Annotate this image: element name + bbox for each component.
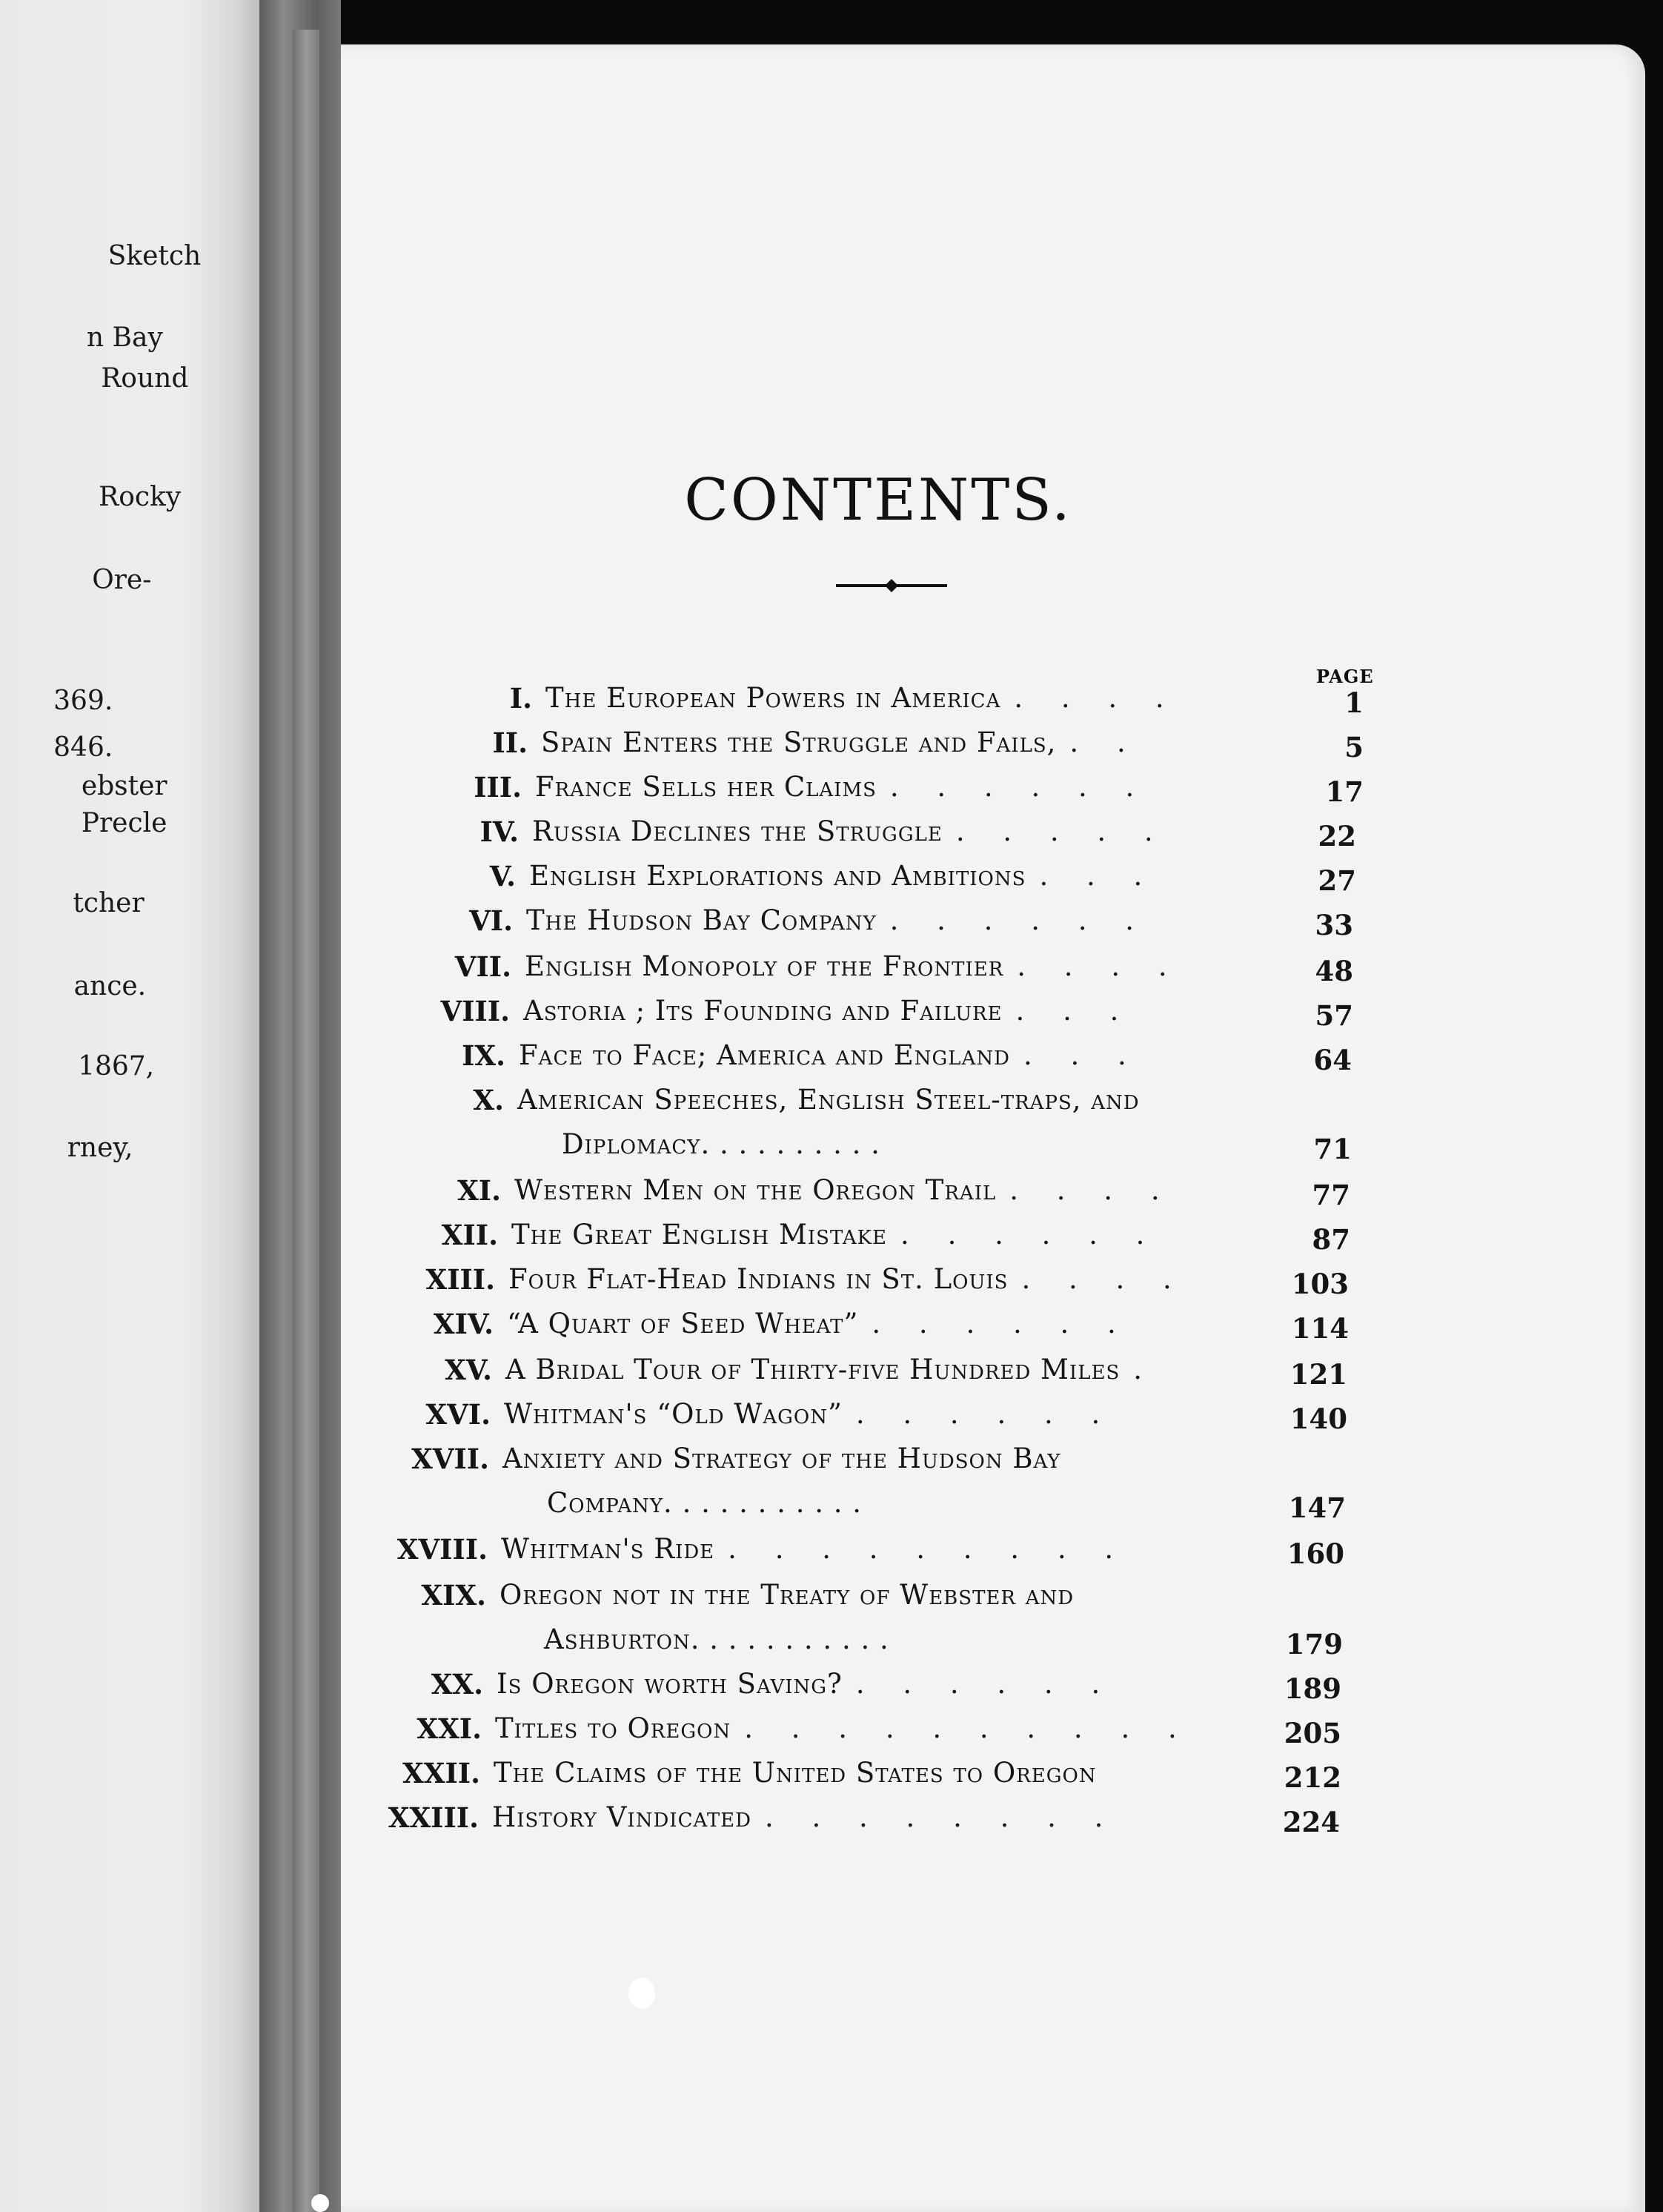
leader-dots: . . . . . . xyxy=(889,771,1149,803)
chapter-title-continuation xyxy=(544,1623,889,1655)
chapter-title: The Great English Mistake xyxy=(511,1219,888,1251)
toc-entry xyxy=(396,1533,1129,1566)
page-number: 71 xyxy=(1313,1133,1352,1165)
left-page-fragment: 1867, xyxy=(78,1051,155,1082)
left-page-fragment: Precle xyxy=(81,808,167,838)
chapter-title: Anxiety and Strategy of the Hudson Bay xyxy=(502,1443,1061,1474)
page-number: 224 xyxy=(1282,1806,1340,1838)
chapter-number: IV. xyxy=(479,815,519,848)
leader-dots: . . . . . . . . . . xyxy=(744,1712,1192,1744)
toc-entry xyxy=(421,1579,1075,1612)
left-page-fragment: tcher xyxy=(73,888,145,918)
chapter-number: IX. xyxy=(462,1039,505,1072)
previous-page xyxy=(0,0,259,2212)
chapter-title: English Monopoly of the Frontier xyxy=(525,950,1004,982)
page-number: 17 xyxy=(1325,775,1364,808)
toc-entry xyxy=(492,726,1141,759)
chapter-title: Is Oregon worth Saving? xyxy=(497,1668,843,1700)
binding-edge xyxy=(293,30,319,2212)
leader-dots: . . . . . . xyxy=(889,904,1149,936)
leader-dots: . . . . . . xyxy=(900,1219,1160,1251)
toc-entry xyxy=(473,1084,1140,1116)
left-page-fragment: 369. xyxy=(53,686,113,716)
contents-page xyxy=(341,44,1645,2212)
left-page-fragment: Ore- xyxy=(92,565,152,595)
chapter-title: Whitman's Ride xyxy=(501,1533,715,1565)
page-number: 160 xyxy=(1287,1537,1344,1570)
toc-entry xyxy=(445,1354,1158,1386)
continuation-text: Diplomacy xyxy=(562,1128,701,1160)
page-number: 87 xyxy=(1312,1223,1350,1256)
left-page-fragment: ebster xyxy=(81,771,167,801)
chapter-number: XVII. xyxy=(411,1443,489,1475)
chapter-number: VI. xyxy=(469,904,513,937)
toc-entry xyxy=(441,1219,1160,1251)
toc-entry xyxy=(462,1039,1141,1072)
chapter-number: I. xyxy=(509,682,532,715)
page-number: 5 xyxy=(1344,731,1364,764)
page-number: 205 xyxy=(1284,1717,1341,1749)
chapter-title: The Hudson Bay Company xyxy=(526,904,877,936)
chapter-number: XVI. xyxy=(425,1398,491,1431)
leader-dots: . . . . . . xyxy=(855,1668,1115,1700)
chapter-number: X. xyxy=(473,1084,504,1116)
toc-entry xyxy=(509,682,1179,715)
chapter-number: XXII. xyxy=(402,1757,480,1789)
chapter-title: “A Quart of Seed Wheat” xyxy=(507,1308,859,1340)
page-title: CONTENTS. xyxy=(684,467,1072,534)
leader-dots: . . . . . . . . xyxy=(764,1801,1118,1833)
chapter-title: Western Men on the Oregon Trail xyxy=(514,1174,997,1206)
chapter-title: The European Powers in America xyxy=(545,682,1001,714)
toc-entry xyxy=(454,950,1182,983)
page-number: 179 xyxy=(1285,1628,1343,1660)
chapter-title: A Bridal Tour of Thirty-five Hundred Miles xyxy=(505,1354,1121,1385)
chapter-number: II. xyxy=(492,726,528,759)
continuation-text: Ashburton xyxy=(544,1623,691,1655)
chapter-number: XIV. xyxy=(433,1308,494,1340)
scan-speck xyxy=(311,2194,329,2212)
page-number: 77 xyxy=(1312,1179,1350,1211)
chapter-number: VII. xyxy=(454,950,511,983)
chapter-title: The Claims of the United States to Oregon xyxy=(494,1757,1097,1789)
page-number: 212 xyxy=(1284,1761,1341,1794)
toc-entry xyxy=(416,1712,1192,1745)
leader-dots: . . . . xyxy=(1021,1263,1186,1295)
toc-entry xyxy=(433,1308,1131,1340)
leader-dots: . xyxy=(1133,1354,1158,1385)
page-column-header: PAGE xyxy=(1316,666,1374,687)
toc-entry xyxy=(440,995,1134,1027)
toc-entry xyxy=(474,771,1149,804)
leader-dots: . . . . . . . . . . . xyxy=(663,1487,863,1519)
page-number: 48 xyxy=(1315,955,1353,987)
leader-dots: . . . . . . . . . xyxy=(728,1533,1129,1565)
chapter-number: XI. xyxy=(457,1174,501,1207)
page-number: 189 xyxy=(1284,1672,1341,1705)
leader-dots: . . . . . . . . . . xyxy=(700,1128,880,1160)
chapter-number: XIII. xyxy=(425,1263,495,1296)
chapter-number: XXI. xyxy=(416,1712,482,1745)
chapter-title: Spain Enters the Struggle and Fails, xyxy=(541,726,1057,758)
page-number: 1 xyxy=(1344,686,1364,719)
page-number: 33 xyxy=(1315,909,1353,941)
toc-entry xyxy=(479,815,1168,848)
left-page-fragment: 846. xyxy=(53,732,113,763)
left-page-fragment: n Bay xyxy=(86,322,163,353)
page-number: 140 xyxy=(1289,1403,1347,1435)
chapter-title: History Vindicated xyxy=(492,1801,751,1833)
chapter-number: XX. xyxy=(431,1668,483,1701)
chapter-title-continuation xyxy=(547,1487,862,1519)
leader-dots: . . . . . xyxy=(955,815,1168,847)
chapter-title: Astoria ; Its Founding and Failure xyxy=(523,995,1003,1027)
chapter-number: XII. xyxy=(441,1219,498,1251)
chapter-number: XIX. xyxy=(421,1579,486,1612)
leader-dots: . . . . xyxy=(1017,950,1182,982)
scan-speck xyxy=(628,1978,655,2009)
chapter-number: XV. xyxy=(445,1354,492,1386)
chapter-number: XVIII. xyxy=(396,1533,488,1566)
page-number: 121 xyxy=(1289,1358,1347,1391)
leader-dots: . . . . xyxy=(1014,682,1179,714)
leader-dots: . . . . . . . . . . . xyxy=(690,1623,889,1655)
chapter-title: Russia Declines the Struggle xyxy=(532,815,943,847)
page-number: 103 xyxy=(1291,1268,1349,1300)
toc-entry xyxy=(425,1263,1186,1296)
toc-entry xyxy=(411,1443,1061,1475)
page-number: 114 xyxy=(1291,1312,1349,1345)
page-number: 22 xyxy=(1318,820,1356,852)
leader-dots: . . . xyxy=(1015,995,1134,1027)
chapter-number: VIII. xyxy=(440,995,510,1027)
chapter-title-continuation xyxy=(562,1128,880,1160)
leader-dots: . . . xyxy=(1039,860,1158,892)
toc-entry xyxy=(431,1668,1115,1701)
leader-dots: . . xyxy=(1069,726,1141,758)
chapter-number: V. xyxy=(489,860,516,893)
chapter-title: Four Flat-Head Indians in St. Louis xyxy=(508,1263,1009,1295)
leader-dots: . . . . xyxy=(1009,1174,1175,1206)
chapter-title: Oregon not in the Treaty of Webster and xyxy=(499,1579,1075,1611)
page-number: 64 xyxy=(1313,1044,1352,1076)
toc-entry xyxy=(457,1174,1175,1207)
left-page-fragment: Rocky xyxy=(99,482,182,512)
toc-entry xyxy=(425,1398,1115,1431)
chapter-number: III. xyxy=(474,771,522,804)
page-number: 147 xyxy=(1288,1491,1346,1524)
chapter-title: Face to Face; America and England xyxy=(519,1039,1010,1071)
left-page-fragment: Round xyxy=(101,363,189,394)
chapter-title: English Explorations and Ambitions xyxy=(529,860,1026,892)
chapter-title: Whitman's “Old Wagon” xyxy=(504,1398,843,1430)
leader-dots: . . . . . . xyxy=(855,1398,1115,1430)
left-page-fragment: ance. xyxy=(73,971,147,1001)
toc-entry xyxy=(469,904,1149,937)
toc-entry xyxy=(489,860,1158,893)
chapter-number: XXIII. xyxy=(388,1801,479,1834)
toc-entry xyxy=(402,1757,1097,1789)
page-number: 27 xyxy=(1318,864,1356,897)
page-number: 57 xyxy=(1315,999,1353,1032)
toc-entry xyxy=(388,1801,1118,1834)
leader-dots: . . . xyxy=(1023,1039,1141,1071)
chapter-title: American Speeches, English Steel-traps, and xyxy=(517,1084,1140,1116)
leader-dots: . . . . . . xyxy=(872,1308,1131,1340)
chapter-title: Titles to Oregon xyxy=(495,1712,731,1744)
chapter-title: France Sells her Claims xyxy=(535,771,877,803)
left-page-fragment: rney, xyxy=(67,1133,133,1163)
left-page-fragment: Sketch xyxy=(107,241,202,271)
table-of-contents xyxy=(341,44,1645,2212)
continuation-text: Company xyxy=(547,1487,664,1519)
